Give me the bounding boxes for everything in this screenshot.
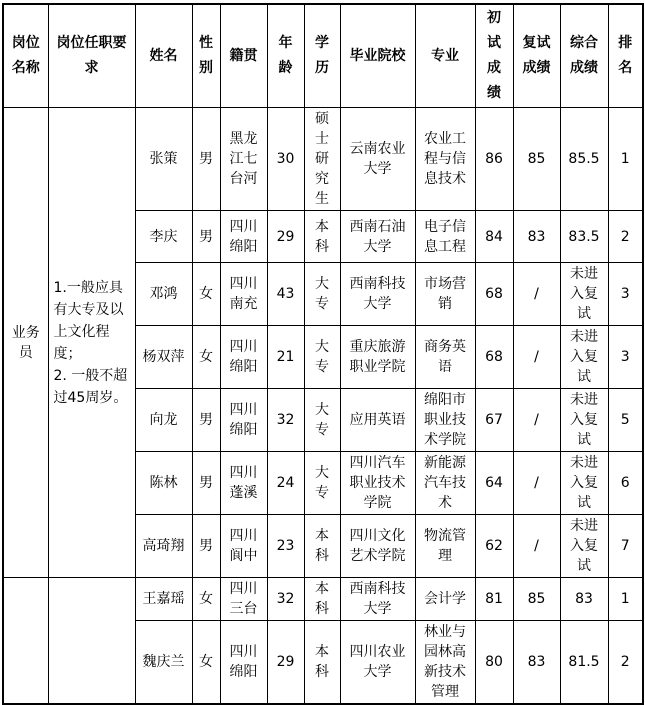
cell-overall-score: 81.5 — [560, 621, 608, 705]
cell-retest-score: 83 — [513, 211, 560, 263]
column-header-overall-score: 综合成绩 — [560, 4, 608, 108]
cell-position-requirements — [48, 578, 135, 705]
cell-position-name — [3, 578, 48, 705]
cell-gender: 男 — [192, 211, 220, 263]
cell-education: 大专 — [304, 452, 340, 515]
cell-major: 商务英语 — [415, 326, 475, 389]
cell-age: 29 — [267, 621, 304, 705]
cell-retest-score: 85 — [513, 578, 560, 621]
cell-age: 30 — [267, 108, 304, 211]
cell-gender: 女 — [192, 263, 220, 326]
column-header-retest-score: 复试成绩 — [513, 4, 560, 108]
cell-rank: 1 — [608, 108, 643, 211]
cell-hometown: 四川南充 — [220, 263, 267, 326]
cell-overall-score: 85.5 — [560, 108, 608, 211]
cell-retest-score: / — [513, 326, 560, 389]
cell-rank: 6 — [608, 452, 643, 515]
cell-major: 新能源汽车技术 — [415, 452, 475, 515]
cell-retest-score: 85 — [513, 108, 560, 211]
cell-name: 杨双萍 — [135, 326, 192, 389]
recruitment-results-table — [2, 3, 644, 705]
cell-first-score: 68 — [475, 326, 513, 389]
cell-first-score: 64 — [475, 452, 513, 515]
column-header-first-test-score: 初试成绩 — [475, 4, 513, 108]
cell-major: 林业与园林高新技术管理 — [415, 621, 475, 705]
cell-position-requirements: 1.一般应具有大专及以上文化程度； 2. 一般不超过45周岁。 — [48, 108, 135, 578]
cell-education: 本科 — [304, 578, 340, 621]
cell-age: 24 — [267, 452, 304, 515]
cell-education: 本科 — [304, 621, 340, 705]
cell-major: 物流管理 — [415, 515, 475, 578]
cell-first-score: 80 — [475, 621, 513, 705]
cell-first-score: 81 — [475, 578, 513, 621]
cell-overall-score: 未进入复试 — [560, 326, 608, 389]
cell-major: 会计学 — [415, 578, 475, 621]
cell-first-score: 62 — [475, 515, 513, 578]
cell-retest-score: / — [513, 263, 560, 326]
cell-retest-score: / — [513, 452, 560, 515]
column-header-name: 姓名 — [135, 4, 192, 108]
column-header-hometown: 籍贯 — [220, 4, 267, 108]
cell-rank: 2 — [608, 211, 643, 263]
cell-school: 应用英语 — [340, 389, 415, 452]
cell-name: 魏庆兰 — [135, 621, 192, 705]
cell-rank: 1 — [608, 578, 643, 621]
cell-overall-score: 未进入复试 — [560, 389, 608, 452]
cell-gender: 女 — [192, 621, 220, 705]
cell-name: 张策 — [135, 108, 192, 211]
cell-first-score: 67 — [475, 389, 513, 452]
cell-retest-score: / — [513, 389, 560, 452]
column-header-requirements: 岗位任职要求 — [48, 4, 135, 108]
cell-education: 大专 — [304, 326, 340, 389]
cell-gender: 女 — [192, 578, 220, 621]
column-header-education: 学历 — [304, 4, 340, 108]
cell-school: 重庆旅游职业学院 — [340, 326, 415, 389]
cell-age: 21 — [267, 326, 304, 389]
cell-overall-score: 未进入复试 — [560, 263, 608, 326]
cell-gender: 男 — [192, 389, 220, 452]
cell-age: 29 — [267, 211, 304, 263]
cell-hometown: 四川三台 — [220, 578, 267, 621]
cell-rank: 2 — [608, 621, 643, 705]
cell-overall-score: 83.5 — [560, 211, 608, 263]
cell-school: 西南石油大学 — [340, 211, 415, 263]
cell-age: 32 — [267, 578, 304, 621]
cell-first-score: 84 — [475, 211, 513, 263]
column-header-school: 毕业院校 — [340, 4, 415, 108]
cell-retest-score: 83 — [513, 621, 560, 705]
cell-first-score: 68 — [475, 263, 513, 326]
cell-retest-score: / — [513, 515, 560, 578]
cell-gender: 男 — [192, 515, 220, 578]
cell-position-name: 业务员 — [3, 108, 48, 578]
cell-school: 西南科技大学 — [340, 578, 415, 621]
cell-school: 四川农业大学 — [340, 621, 415, 705]
table-body — [3, 108, 643, 705]
column-header-rank: 排名 — [608, 4, 643, 108]
cell-school: 四川文化艺术学院 — [340, 515, 415, 578]
cell-name: 王嘉瑶 — [135, 578, 192, 621]
cell-gender: 男 — [192, 108, 220, 211]
table-header-row — [3, 4, 643, 108]
cell-hometown: 四川阆中 — [220, 515, 267, 578]
cell-school: 四川汽车职业技术学院 — [340, 452, 415, 515]
table-row — [3, 108, 643, 211]
cell-hometown: 四川绵阳 — [220, 621, 267, 705]
cell-hometown: 四川绵阳 — [220, 211, 267, 263]
column-header-major: 专业 — [415, 4, 475, 108]
column-header-gender: 性别 — [192, 4, 220, 108]
cell-name: 向龙 — [135, 389, 192, 452]
cell-hometown: 四川绵阳 — [220, 326, 267, 389]
cell-first-score: 86 — [475, 108, 513, 211]
cell-education: 大专 — [304, 263, 340, 326]
cell-hometown: 四川绵阳 — [220, 389, 267, 452]
cell-hometown: 四川蓬溪 — [220, 452, 267, 515]
column-header-age: 年龄 — [267, 4, 304, 108]
cell-name: 李庆 — [135, 211, 192, 263]
cell-gender: 女 — [192, 326, 220, 389]
cell-name: 邓鸿 — [135, 263, 192, 326]
cell-education: 大专 — [304, 389, 340, 452]
cell-major: 电子信息工程 — [415, 211, 475, 263]
cell-rank: 5 — [608, 389, 643, 452]
cell-education: 本科 — [304, 211, 340, 263]
cell-rank: 3 — [608, 326, 643, 389]
cell-age: 43 — [267, 263, 304, 326]
cell-age: 32 — [267, 389, 304, 452]
cell-name: 陈林 — [135, 452, 192, 515]
table-row — [3, 578, 643, 621]
cell-education: 硕士研究生 — [304, 108, 340, 211]
cell-major: 绵阳市职业技术学院 — [415, 389, 475, 452]
cell-hometown: 黑龙江七台河 — [220, 108, 267, 211]
cell-overall-score: 未进入复试 — [560, 452, 608, 515]
cell-overall-score: 83 — [560, 578, 608, 621]
cell-age: 23 — [267, 515, 304, 578]
cell-rank: 7 — [608, 515, 643, 578]
cell-school: 云南农业大学 — [340, 108, 415, 211]
cell-education: 本科 — [304, 515, 340, 578]
cell-major: 农业工程与信息技术 — [415, 108, 475, 211]
cell-rank: 3 — [608, 263, 643, 326]
cell-gender: 男 — [192, 452, 220, 515]
cell-name: 高琦翔 — [135, 515, 192, 578]
cell-major: 市场营销 — [415, 263, 475, 326]
cell-overall-score: 未进入复试 — [560, 515, 608, 578]
cell-school: 西南科技大学 — [340, 263, 415, 326]
column-header-position: 岗位名称 — [3, 4, 48, 108]
